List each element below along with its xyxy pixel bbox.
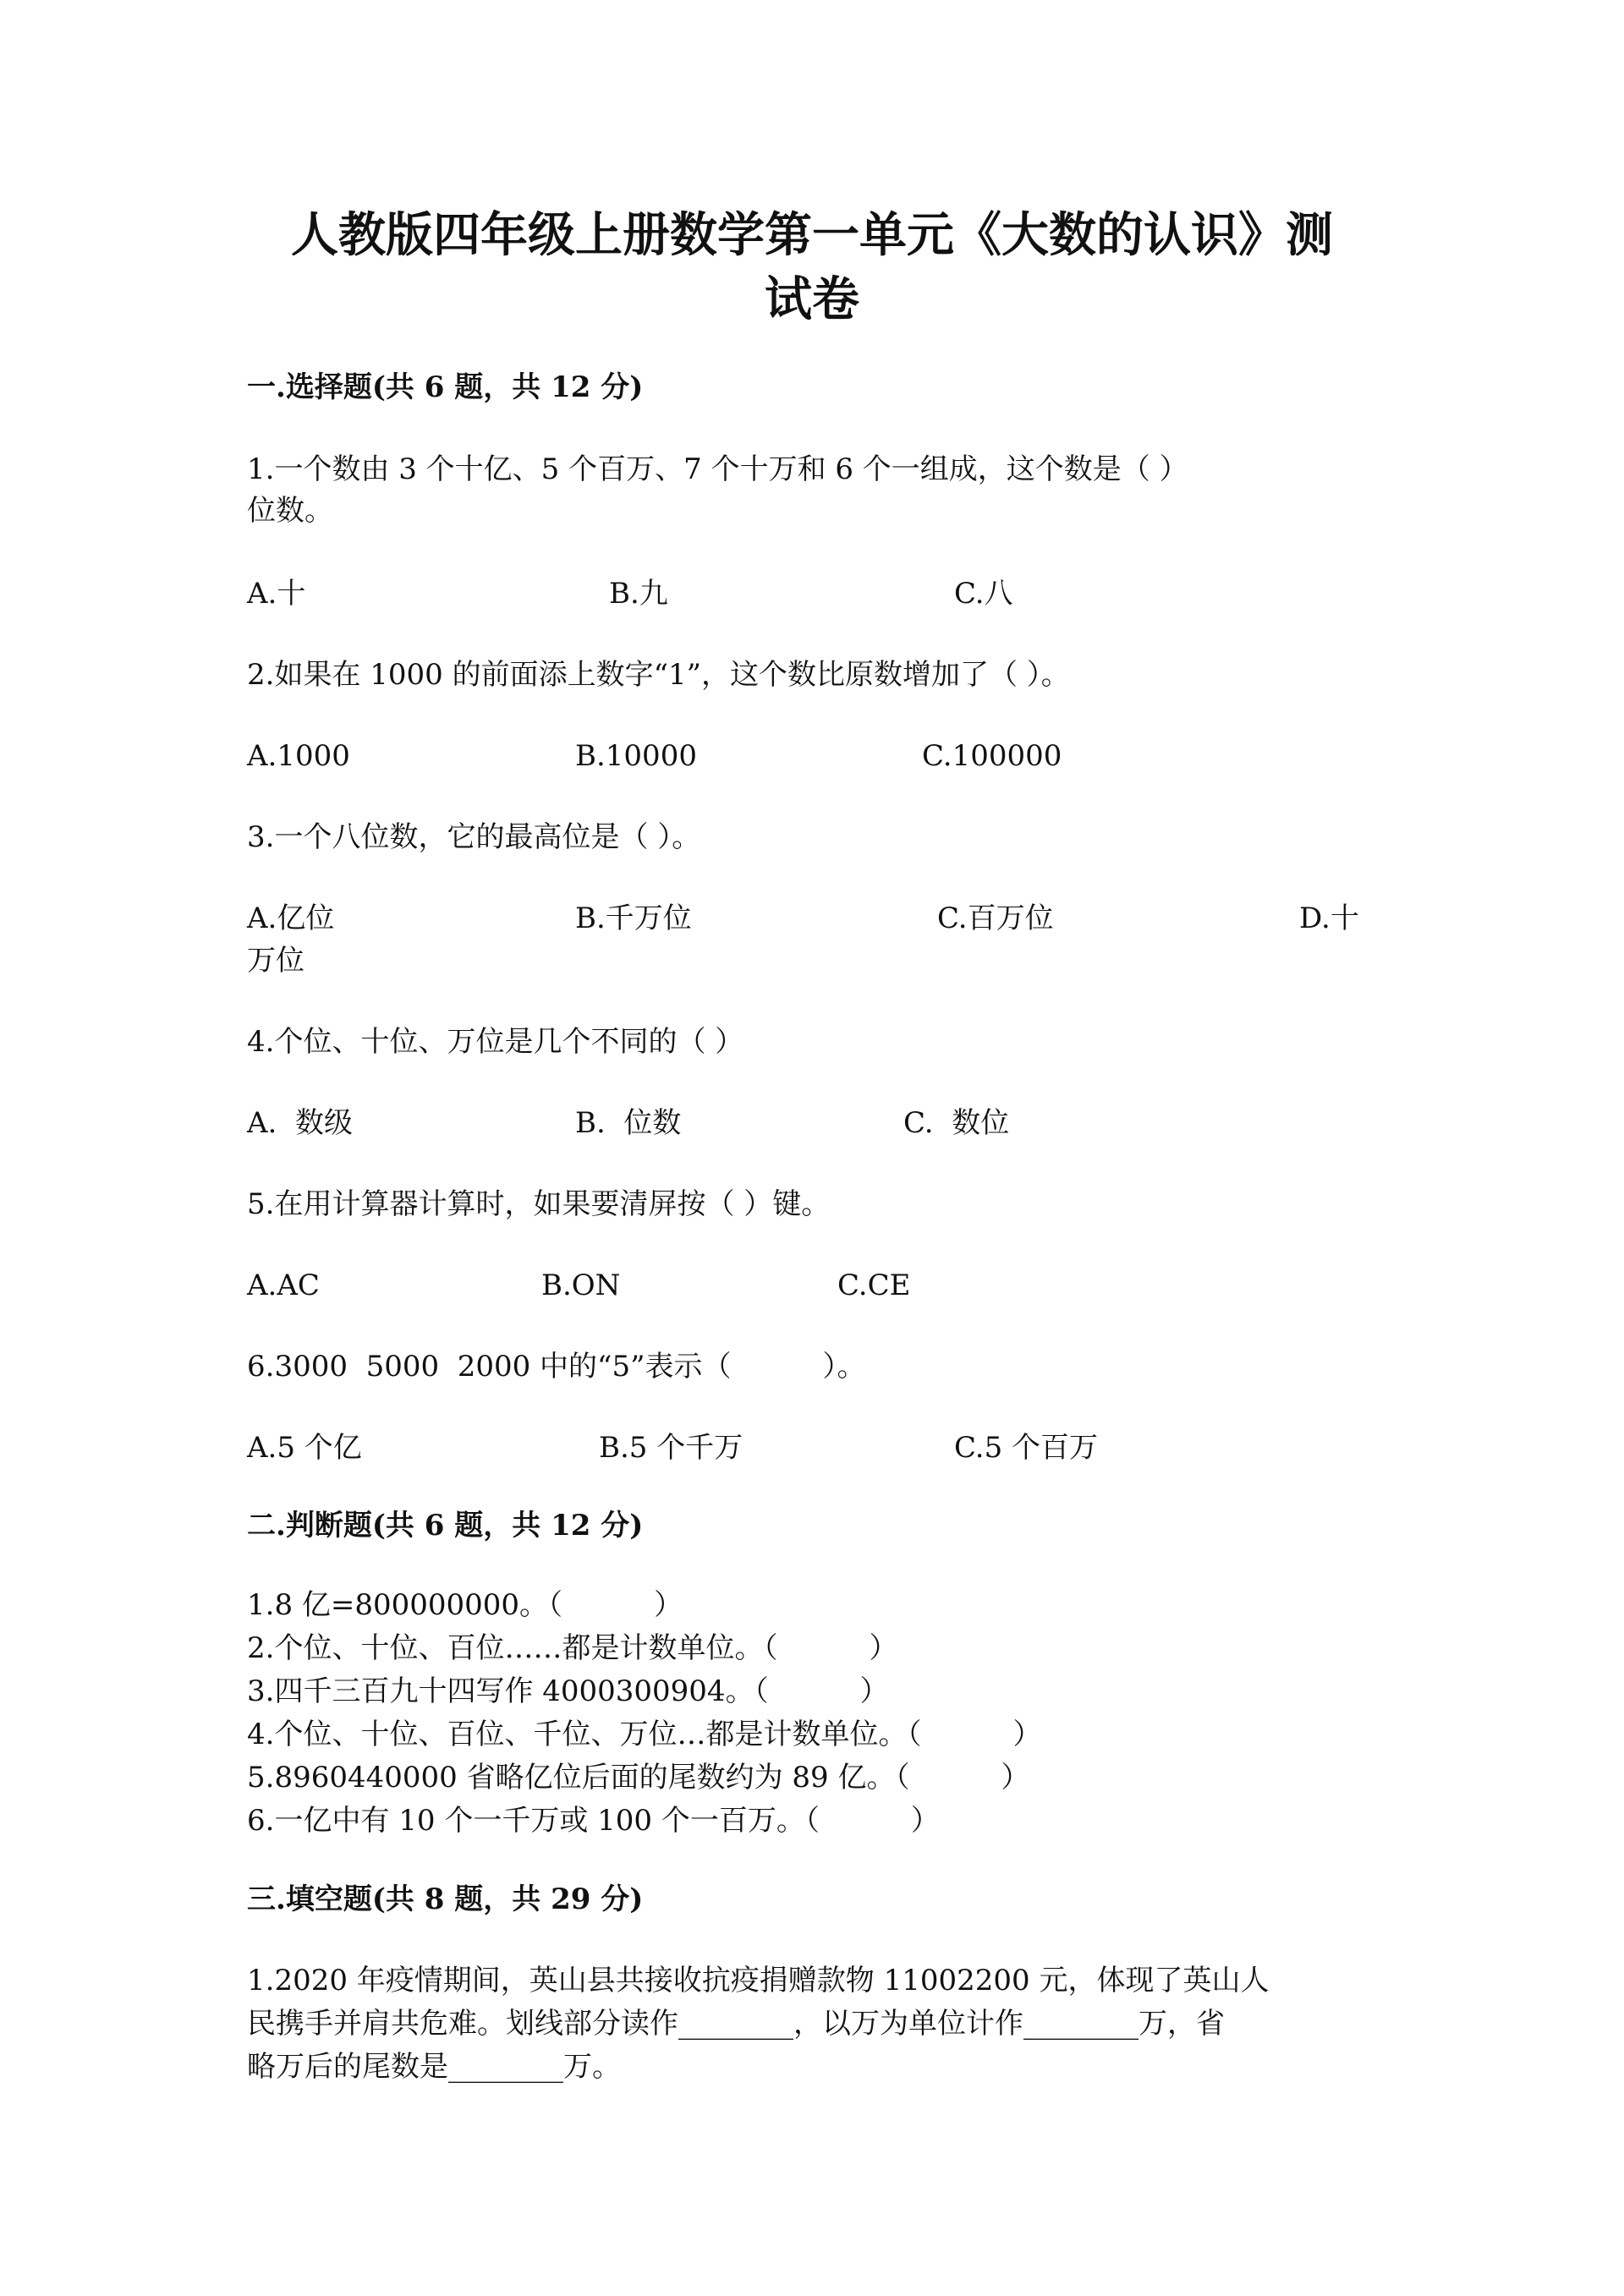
question-5-option-b: B.ON bbox=[541, 1269, 621, 1302]
question-3-option-d-cont: 万位 bbox=[247, 944, 304, 978]
judge-item-2: 2.个位、十位、百位……都是计数单位。（ ） bbox=[247, 1631, 898, 1665]
question-1-stem: 1.一个数由 3 个十亿、5 个百万、7 个十万和 6 个一组成，这个数是（ ） bbox=[247, 452, 1188, 486]
question-6-option-b: B.5 个千万 bbox=[599, 1431, 743, 1465]
question-2-stem: 2.如果在 1000 的前面添上数字“1”，这个数比原数增加了（ ）。 bbox=[247, 658, 1070, 692]
question-1-option-a: A.十 bbox=[247, 577, 306, 611]
question-6-option-a: A.5 个亿 bbox=[247, 1431, 362, 1465]
fill-question-1-line1: 1.2020 年疫情期间，英山县共接收抗疫捐赠款物 11002200 元，体现了英山人 bbox=[247, 1964, 1270, 1997]
question-5-option-c: C.CE bbox=[837, 1269, 911, 1302]
exam-title-line1: 人教版四年级上册数学第一单元《大数的认识》测 bbox=[291, 207, 1333, 263]
judge-item-3: 3.四千三百九十四写作 4000300904。（ ） bbox=[247, 1674, 889, 1708]
question-5-option-a: A.AC bbox=[247, 1269, 320, 1302]
judge-item-4: 4.个位、十位、百位、千位、万位…都是计数单位。（ ） bbox=[247, 1718, 1042, 1751]
question-6-stem: 6.3000 5000 2000 中的“5”表示（ ）。 bbox=[247, 1350, 866, 1384]
question-3-option-b: B.千万位 bbox=[575, 901, 692, 935]
question-2-option-b: B.10000 bbox=[575, 739, 697, 773]
question-3-option-c: C.百万位 bbox=[937, 901, 1054, 935]
judge-item-6: 6.一亿中有 10 个一千万或 100 个一百万。（ ） bbox=[247, 1804, 940, 1838]
question-3-option-a: A.亿位 bbox=[247, 901, 335, 935]
question-6-option-c: C.5 个百万 bbox=[954, 1431, 1099, 1465]
question-4-option-b: B. 位数 bbox=[575, 1106, 682, 1140]
question-3-stem: 3.一个八位数，它的最高位是（ ）。 bbox=[247, 820, 701, 854]
exam-title-line2: 试卷 bbox=[765, 271, 859, 327]
fill-question-1-line3: 略万后的尾数是________万。 bbox=[247, 2050, 621, 2084]
judge-item-5: 5.8960440000 省略亿位后面的尾数约为 89 亿。（ ） bbox=[247, 1761, 1030, 1795]
fill-question-1-line2: 民携手并肩共危难。划线部分读作________，以万为单位计作________万，省 bbox=[247, 2007, 1225, 2041]
question-1-option-c: C.八 bbox=[954, 577, 1013, 611]
question-1-option-b: B.九 bbox=[609, 577, 668, 611]
section-heading-judge: 二.判断题(共 6 题，共 12 分) bbox=[247, 1509, 644, 1543]
question-5-stem: 5.在用计算器计算时，如果要清屏按（ ）键。 bbox=[247, 1187, 831, 1221]
question-3-option-d: D.十 bbox=[1299, 901, 1359, 935]
section-heading-fill: 三.填空题(共 8 题，共 29 分) bbox=[247, 1882, 644, 1916]
question-1-stem-cont: 位数。 bbox=[247, 494, 333, 528]
section-heading-choice: 一.选择题(共 6 题，共 12 分) bbox=[247, 370, 644, 404]
question-4-stem: 4.个位、十位、万位是几个不同的（ ） bbox=[247, 1025, 744, 1059]
judge-item-1: 1.8 亿=800000000。（ ） bbox=[247, 1588, 683, 1622]
question-2-option-a: A.1000 bbox=[247, 739, 350, 773]
question-2-option-c: C.100000 bbox=[922, 739, 1062, 773]
question-4-option-a: A. 数级 bbox=[247, 1106, 353, 1140]
question-4-option-c: C. 数位 bbox=[903, 1106, 1010, 1140]
